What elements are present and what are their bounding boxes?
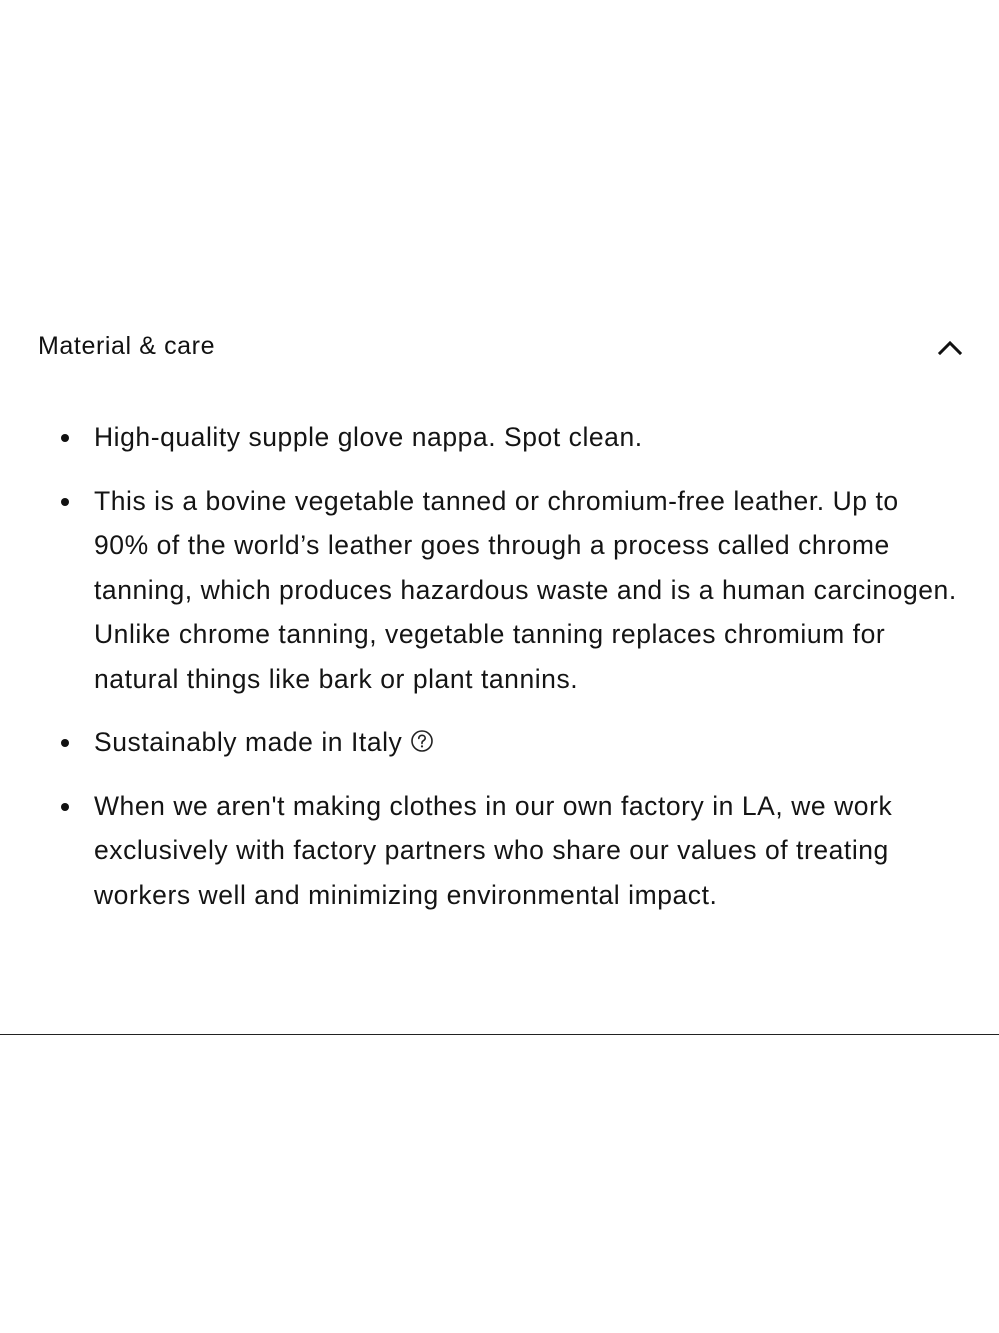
bullet-dot: [61, 803, 69, 811]
material-care-accordion: [0, 320, 999, 910]
chevron-up-icon[interactable]: [936, 334, 964, 362]
list-item: [0, 720, 999, 765]
list-item-text: High-quality supple glove nappa. Spot clean.: [94, 422, 643, 452]
list-item: [0, 415, 999, 460]
bullet-dot: [61, 498, 69, 506]
list-item-text: Sustainably made in Italy: [94, 727, 403, 757]
question-circle-icon[interactable]: [410, 729, 434, 753]
care-list: [0, 415, 999, 917]
accordion-title: Material & care: [38, 332, 216, 360]
list-item: [0, 479, 999, 702]
accordion-content: [0, 415, 999, 936]
list-item-text: This is a bovine vegetable tanned or chromium-free leather. Up to 90% of the world’s leather goes through a process called chrome tanning, which produces hazardous waste and is a human carcinogen. Unlike chrome tanning, vegetable tanning replaces chromium for natural things like bark or plant tannins.: [94, 485, 957, 694]
bullet-dot: [61, 739, 69, 747]
bullet-dot: [61, 434, 69, 442]
accordion-header[interactable]: [0, 320, 999, 372]
list-item: [0, 784, 999, 918]
section-divider: [0, 1034, 999, 1035]
list-item-text: When we aren't making clothes in our own factory in LA, we work exclusively with factory partners who share our values of treating workers well and minimizing environmental impact.: [94, 790, 893, 910]
